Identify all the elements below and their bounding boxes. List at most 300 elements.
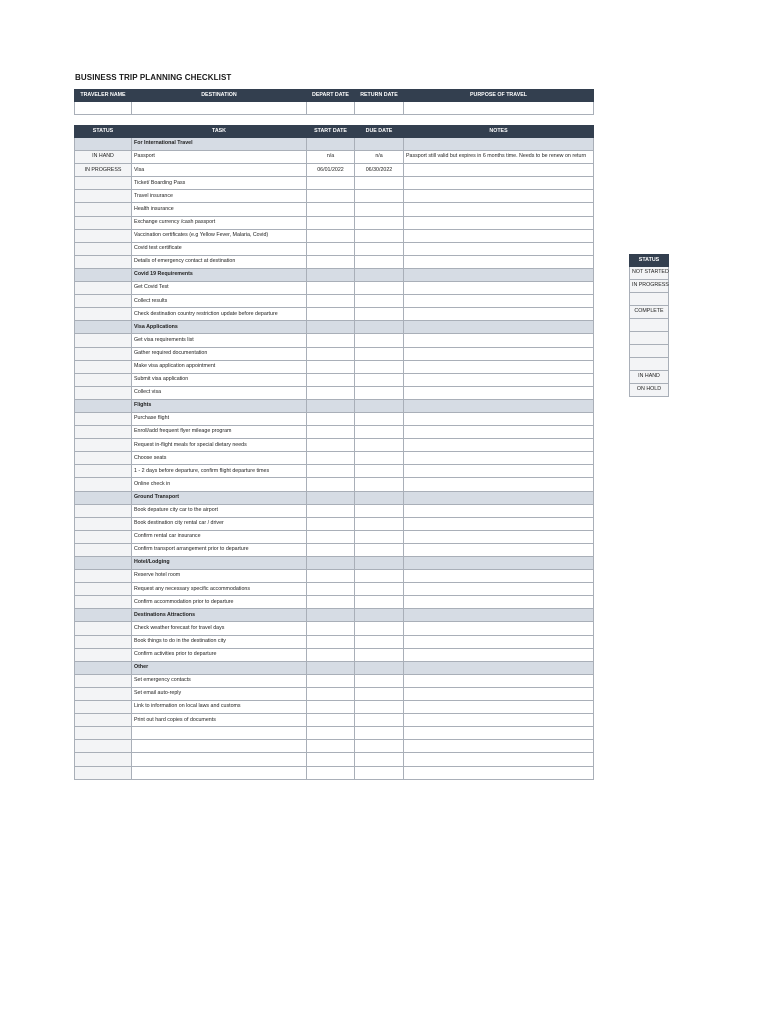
table-row [75, 517, 594, 530]
task-cell[interactable] [132, 727, 307, 740]
due-date-cell[interactable] [355, 596, 404, 609]
traveler-name-cell[interactable] [75, 102, 132, 115]
table-row [75, 242, 594, 255]
due-date-cell[interactable] [355, 386, 404, 399]
task-table [74, 125, 594, 780]
legend-item: COMPLETE [630, 306, 669, 319]
task-cell[interactable]: Set email auto-reply [132, 687, 307, 700]
notes-cell[interactable] [404, 517, 594, 530]
task-cell[interactable]: Collect results [132, 295, 307, 308]
status-cell[interactable] [75, 596, 132, 609]
section-row [75, 138, 594, 151]
task-header-row [75, 126, 594, 138]
start-date-cell[interactable] [307, 478, 355, 491]
start-date-cell[interactable] [307, 439, 355, 452]
table-row [75, 530, 594, 543]
task-cell[interactable]: Travel insurance [132, 190, 307, 203]
notes-cell[interactable] [404, 229, 594, 242]
start-date-cell[interactable] [307, 373, 355, 386]
table-row [75, 570, 594, 583]
depart-date-header: DEPART DATE [307, 90, 355, 102]
due-date-cell[interactable] [355, 203, 404, 216]
status-cell[interactable] [75, 426, 132, 439]
notes-cell[interactable] [404, 282, 594, 295]
notes-cell [404, 399, 594, 412]
due-date-cell[interactable] [355, 229, 404, 242]
due-date-cell[interactable] [355, 426, 404, 439]
task-cell[interactable]: Confirm transport arrangement prior to departure [132, 543, 307, 556]
notes-cell[interactable] [404, 766, 594, 779]
legend-row [630, 319, 669, 332]
status-cell [75, 268, 132, 281]
section-row [75, 609, 594, 622]
legend-row [630, 280, 669, 293]
status-cell[interactable]: IN PROGRESS [75, 164, 132, 177]
status-cell[interactable] [75, 753, 132, 766]
task-cell[interactable]: Confirm rental car insurance [132, 530, 307, 543]
notes-cell[interactable] [404, 255, 594, 268]
status-cell[interactable] [75, 452, 132, 465]
task-cell[interactable]: Book destination city rental car / driver [132, 517, 307, 530]
task-cell[interactable]: Details of emergency contact at destination [132, 255, 307, 268]
status-cell[interactable] [75, 714, 132, 727]
status-cell[interactable] [75, 177, 132, 190]
table-row [75, 740, 594, 753]
task-cell[interactable]: 1 - 2 days before departure, confirm flight departure times [132, 465, 307, 478]
due-date-cell[interactable] [355, 648, 404, 661]
legend-row [630, 332, 669, 345]
table-row [75, 701, 594, 714]
due-date-cell[interactable] [355, 242, 404, 255]
task-cell[interactable] [132, 766, 307, 779]
legend-body [630, 267, 669, 397]
due-date-cell[interactable] [355, 740, 404, 753]
table-row [75, 439, 594, 452]
start-date-cell[interactable] [307, 216, 355, 229]
start-date-cell[interactable] [307, 727, 355, 740]
start-date-cell[interactable] [307, 412, 355, 425]
due-date-cell[interactable] [355, 701, 404, 714]
table-row [75, 452, 594, 465]
start-date-cell[interactable] [307, 282, 355, 295]
notes-cell[interactable] [404, 216, 594, 229]
due-date-cell[interactable] [355, 517, 404, 530]
task-cell[interactable]: Check destination country restriction update before departure [132, 308, 307, 321]
table-row [75, 727, 594, 740]
start-date-cell [307, 138, 355, 151]
notes-cell [404, 268, 594, 281]
start-date-cell[interactable] [307, 753, 355, 766]
return-date-cell[interactable] [355, 102, 404, 115]
start-date-cell [307, 399, 355, 412]
status-cell[interactable] [75, 570, 132, 583]
notes-cell[interactable] [404, 504, 594, 517]
task-cell[interactable]: Confirm activities prior to departure [132, 648, 307, 661]
start-date-cell[interactable] [307, 674, 355, 687]
due-date-cell[interactable] [355, 687, 404, 700]
notes-cell[interactable] [404, 465, 594, 478]
task-cell[interactable]: Passport [132, 151, 307, 164]
task-cell[interactable]: Check weather forecast for travel days [132, 622, 307, 635]
notes-cell[interactable] [404, 295, 594, 308]
start-date-cell[interactable] [307, 517, 355, 530]
notes-cell[interactable] [404, 530, 594, 543]
due-date-cell[interactable] [355, 478, 404, 491]
task-cell[interactable]: Reserve hotel room [132, 570, 307, 583]
legend-row [630, 345, 669, 358]
legend-item: NOT STARTED [630, 267, 669, 280]
task-cell[interactable]: Submit visa application [132, 373, 307, 386]
start-date-cell [307, 268, 355, 281]
table-row [75, 478, 594, 491]
notes-cell[interactable] [404, 203, 594, 216]
notes-cell[interactable] [404, 727, 594, 740]
section-title: Ground Transport [132, 491, 307, 504]
status-cell [75, 609, 132, 622]
section-title: For International Travel [132, 138, 307, 151]
due-date-cell[interactable] [355, 766, 404, 779]
start-date-cell [307, 609, 355, 622]
notes-cell[interactable] [404, 373, 594, 386]
status-cell[interactable] [75, 255, 132, 268]
task-cell[interactable]: Enroll/add frequent flyer mileage program [132, 426, 307, 439]
due-date-cell[interactable] [355, 295, 404, 308]
legend-row [630, 267, 669, 280]
start-date-cell[interactable] [307, 648, 355, 661]
start-date-cell[interactable] [307, 583, 355, 596]
task-cell[interactable]: Set emergency contacts [132, 674, 307, 687]
task-cell[interactable]: Vaccination certificates (e.g Yellow Fever, Malaria, Covid) [132, 229, 307, 242]
start-date-cell[interactable] [307, 360, 355, 373]
legend-item: IN PROGRESS [630, 280, 669, 293]
due-date-cell [355, 609, 404, 622]
start-date-cell[interactable] [307, 766, 355, 779]
status-cell[interactable] [75, 648, 132, 661]
status-cell[interactable] [75, 412, 132, 425]
status-cell[interactable] [75, 190, 132, 203]
task-cell[interactable]: Collect visa [132, 386, 307, 399]
due-date-cell[interactable] [355, 177, 404, 190]
task-table-body [75, 138, 594, 780]
status-cell[interactable] [75, 439, 132, 452]
destination-cell[interactable] [132, 102, 307, 115]
due-date-cell[interactable] [355, 714, 404, 727]
traveler-name-header: TRAVELER NAME [75, 90, 132, 102]
notes-cell[interactable] [404, 701, 594, 714]
status-cell[interactable] [75, 295, 132, 308]
table-row [75, 465, 594, 478]
notes-cell[interactable] [404, 177, 594, 190]
status-cell [75, 399, 132, 412]
start-date-cell[interactable] [307, 530, 355, 543]
notes-cell[interactable] [404, 635, 594, 648]
notes-cell[interactable] [404, 648, 594, 661]
due-date-cell[interactable] [355, 674, 404, 687]
task-cell[interactable]: Health insurance [132, 203, 307, 216]
table-row [75, 412, 594, 425]
start-date-cell[interactable] [307, 308, 355, 321]
status-cell[interactable] [75, 334, 132, 347]
notes-cell[interactable] [404, 334, 594, 347]
task-cell[interactable]: Visa [132, 164, 307, 177]
task-cell[interactable]: Choose seats [132, 452, 307, 465]
due-date-cell[interactable] [355, 583, 404, 596]
purpose-cell[interactable] [404, 102, 594, 115]
due-date-cell[interactable] [355, 635, 404, 648]
task-cell[interactable]: Purchase flight [132, 412, 307, 425]
start-date-cell[interactable]: 06/01/2022 [307, 164, 355, 177]
notes-cell [404, 661, 594, 674]
notes-cell[interactable] [404, 190, 594, 203]
start-date-cell [307, 321, 355, 334]
table-row [75, 360, 594, 373]
task-cell[interactable]: Get Covid Test [132, 282, 307, 295]
start-date-cell[interactable] [307, 347, 355, 360]
due-date-cell[interactable] [355, 334, 404, 347]
due-date-cell[interactable] [355, 282, 404, 295]
due-date-cell[interactable] [355, 439, 404, 452]
start-date-cell[interactable] [307, 714, 355, 727]
task-cell[interactable] [132, 753, 307, 766]
start-date-cell[interactable] [307, 295, 355, 308]
task-cell[interactable]: Gather required documentation [132, 347, 307, 360]
notes-cell[interactable] [404, 242, 594, 255]
task-cell[interactable]: Online check in [132, 478, 307, 491]
status-cell[interactable]: IN HAND [75, 151, 132, 164]
notes-cell[interactable]: Passport still valid but expires in 6 months time. Needs to be renew on return [404, 151, 594, 164]
table-row [75, 164, 594, 177]
notes-cell[interactable] [404, 740, 594, 753]
status-cell[interactable] [75, 530, 132, 543]
section-title: Destinations Attractions [132, 609, 307, 622]
table-row [75, 596, 594, 609]
start-date-cell[interactable] [307, 504, 355, 517]
traveler-input-row [75, 102, 594, 115]
task-cell[interactable]: Book depature city car to the airport [132, 504, 307, 517]
start-date-cell[interactable] [307, 701, 355, 714]
table-row [75, 386, 594, 399]
status-header: STATUS [75, 126, 132, 138]
due-date-cell[interactable] [355, 255, 404, 268]
status-cell[interactable] [75, 203, 132, 216]
task-cell[interactable]: Request any necessary specific accommodations [132, 583, 307, 596]
status-cell[interactable] [75, 687, 132, 700]
start-date-cell[interactable] [307, 622, 355, 635]
task-cell[interactable]: Print out hard copies of documents [132, 714, 307, 727]
status-cell [75, 491, 132, 504]
status-cell[interactable] [75, 740, 132, 753]
due-date-cell[interactable]: n/a [355, 151, 404, 164]
notes-cell[interactable] [404, 570, 594, 583]
legend-header: STATUS [630, 255, 669, 267]
due-date-cell[interactable] [355, 530, 404, 543]
table-row [75, 622, 594, 635]
due-date-cell[interactable] [355, 727, 404, 740]
task-cell[interactable]: Exchange currency /cash passport [132, 216, 307, 229]
start-date-cell[interactable] [307, 740, 355, 753]
task-header: TASK [132, 126, 307, 138]
start-date-cell [307, 557, 355, 570]
notes-cell[interactable] [404, 622, 594, 635]
start-date-cell[interactable] [307, 242, 355, 255]
traveler-table [74, 89, 594, 115]
status-cell[interactable] [75, 674, 132, 687]
legend-row [630, 306, 669, 319]
table-row [75, 766, 594, 779]
table-row [75, 229, 594, 242]
status-cell[interactable] [75, 229, 132, 242]
notes-cell[interactable] [404, 687, 594, 700]
task-cell[interactable] [132, 740, 307, 753]
table-row [75, 347, 594, 360]
table-row [75, 255, 594, 268]
due-date-cell[interactable] [355, 412, 404, 425]
table-row [75, 687, 594, 700]
start-date-header: START DATE [307, 126, 355, 138]
status-cell[interactable] [75, 583, 132, 596]
start-date-cell[interactable] [307, 203, 355, 216]
notes-cell[interactable] [404, 308, 594, 321]
status-cell[interactable] [75, 701, 132, 714]
table-row [75, 674, 594, 687]
start-date-cell[interactable] [307, 465, 355, 478]
notes-cell[interactable] [404, 674, 594, 687]
task-cell[interactable]: Ticket/ Boarding Pass [132, 177, 307, 190]
legend-header-row [630, 255, 669, 267]
notes-header: NOTES [404, 126, 594, 138]
start-date-cell[interactable] [307, 570, 355, 583]
table-row [75, 543, 594, 556]
due-date-cell[interactable] [355, 190, 404, 203]
table-row [75, 282, 594, 295]
status-cell[interactable] [75, 308, 132, 321]
status-cell[interactable] [75, 373, 132, 386]
due-date-cell[interactable]: 06/30/2022 [355, 164, 404, 177]
start-date-cell [307, 661, 355, 674]
task-cell[interactable]: Confirm accommodation prior to departure [132, 596, 307, 609]
table-row [75, 216, 594, 229]
status-cell[interactable] [75, 635, 132, 648]
notes-cell [404, 557, 594, 570]
start-date-cell[interactable] [307, 190, 355, 203]
start-date-cell[interactable] [307, 687, 355, 700]
status-cell[interactable] [75, 242, 132, 255]
depart-date-cell[interactable] [307, 102, 355, 115]
due-date-cell [355, 321, 404, 334]
task-cell[interactable]: Link to information on local laws and customs [132, 701, 307, 714]
table-row [75, 753, 594, 766]
legend-item: IN HAND [630, 371, 669, 384]
notes-cell[interactable] [404, 596, 594, 609]
due-date-cell[interactable] [355, 347, 404, 360]
status-cell[interactable] [75, 347, 132, 360]
due-date-cell[interactable] [355, 452, 404, 465]
status-cell[interactable] [75, 622, 132, 635]
notes-cell[interactable] [404, 347, 594, 360]
due-date-cell[interactable] [355, 360, 404, 373]
notes-cell[interactable] [404, 478, 594, 491]
table-row [75, 635, 594, 648]
start-date-cell[interactable] [307, 386, 355, 399]
due-date-cell [355, 557, 404, 570]
status-cell[interactable] [75, 517, 132, 530]
status-cell[interactable] [75, 282, 132, 295]
task-cell[interactable]: Covid test certificate [132, 242, 307, 255]
notes-cell[interactable] [404, 753, 594, 766]
notes-cell[interactable] [404, 412, 594, 425]
notes-cell [404, 138, 594, 151]
due-date-cell[interactable] [355, 543, 404, 556]
due-date-cell[interactable] [355, 570, 404, 583]
legend-row [630, 293, 669, 306]
table-row [75, 308, 594, 321]
task-cell[interactable]: Request in-flight meals for special dietary needs [132, 439, 307, 452]
status-cell[interactable] [75, 543, 132, 556]
legend-row [630, 358, 669, 371]
notes-cell [404, 491, 594, 504]
status-cell[interactable] [75, 465, 132, 478]
status-cell[interactable] [75, 216, 132, 229]
notes-cell [404, 321, 594, 334]
status-cell[interactable] [75, 386, 132, 399]
start-date-cell[interactable] [307, 426, 355, 439]
task-cell[interactable]: Book things to do in the destination city [132, 635, 307, 648]
due-date-cell[interactable] [355, 216, 404, 229]
status-cell[interactable] [75, 478, 132, 491]
notes-cell[interactable] [404, 583, 594, 596]
due-date-cell[interactable] [355, 753, 404, 766]
due-date-cell[interactable] [355, 308, 404, 321]
status-cell[interactable] [75, 766, 132, 779]
status-cell[interactable] [75, 727, 132, 740]
start-date-cell[interactable] [307, 635, 355, 648]
due-date-header: DUE DATE [355, 126, 404, 138]
due-date-cell[interactable] [355, 373, 404, 386]
table-row [75, 426, 594, 439]
status-cell[interactable] [75, 360, 132, 373]
table-row [75, 190, 594, 203]
task-cell[interactable]: Get visa requirements list [132, 334, 307, 347]
due-date-cell[interactable] [355, 465, 404, 478]
notes-cell[interactable] [404, 439, 594, 452]
due-date-cell[interactable] [355, 622, 404, 635]
start-date-cell[interactable] [307, 255, 355, 268]
due-date-cell[interactable] [355, 504, 404, 517]
start-date-cell[interactable] [307, 334, 355, 347]
page-title: BUSINESS TRIP PLANNING CHECKLIST [75, 73, 232, 82]
notes-cell[interactable] [404, 426, 594, 439]
status-cell[interactable] [75, 504, 132, 517]
due-date-cell [355, 138, 404, 151]
task-cell[interactable]: Make visa application appointment [132, 360, 307, 373]
start-date-cell[interactable] [307, 543, 355, 556]
notes-cell[interactable] [404, 543, 594, 556]
start-date-cell[interactable] [307, 177, 355, 190]
start-date-cell[interactable]: n/a [307, 151, 355, 164]
notes-cell[interactable] [404, 164, 594, 177]
status-cell [75, 557, 132, 570]
start-date-cell[interactable] [307, 452, 355, 465]
start-date-cell[interactable] [307, 229, 355, 242]
notes-cell[interactable] [404, 714, 594, 727]
notes-cell[interactable] [404, 386, 594, 399]
due-date-cell [355, 399, 404, 412]
table-row [75, 504, 594, 517]
notes-cell[interactable] [404, 452, 594, 465]
notes-cell[interactable] [404, 360, 594, 373]
start-date-cell[interactable] [307, 596, 355, 609]
return-date-header: RETURN DATE [355, 90, 404, 102]
